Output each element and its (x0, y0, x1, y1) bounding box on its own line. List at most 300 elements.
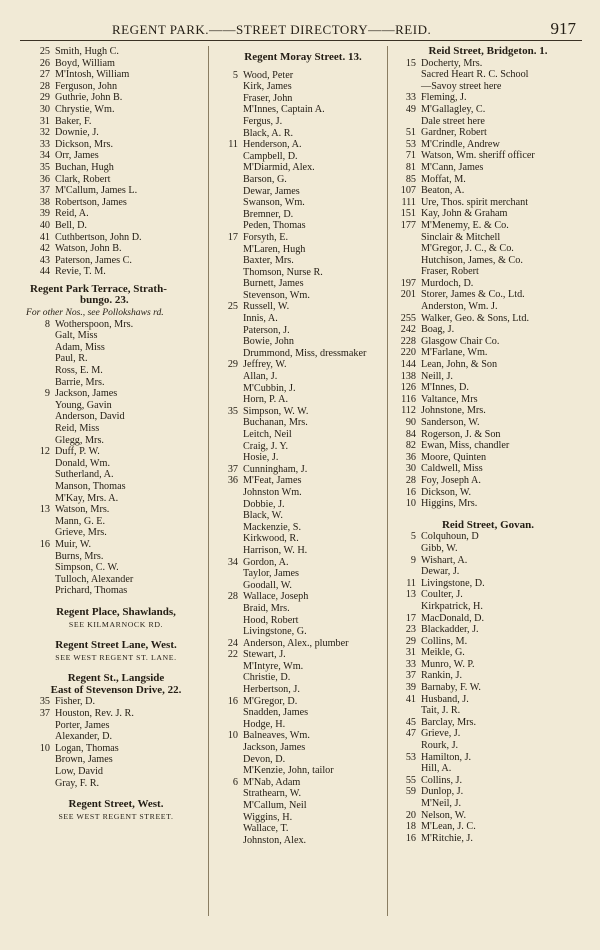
directory-entry (26, 162, 206, 174)
house-number: 37 (227, 463, 238, 475)
occupant-name: Caldwell, Miss (421, 463, 483, 475)
directory-entry (390, 463, 586, 475)
occupant-name: Johnstone, Mrs. (421, 405, 486, 417)
directory-entry (214, 684, 392, 696)
house-number: 33 (39, 138, 50, 150)
occupant-name: Glasgow Chair Co. (421, 335, 500, 347)
occupant-name: M'Kenzie, John, tailor (243, 765, 334, 777)
house-number: 41 (39, 231, 50, 243)
occupant-name: MacDonald, D. (421, 612, 485, 624)
house-number: 29 (405, 635, 416, 647)
occupant-name: Craig, J. Y. (243, 440, 288, 452)
directory-entry (26, 435, 206, 447)
occupant-name: Blackadder, J. (421, 624, 479, 636)
occupant-name: Adam, Miss (55, 341, 105, 353)
directory-entry (214, 719, 392, 731)
occupant-name: Swanson, Wm. (243, 197, 305, 209)
page-header (20, 19, 582, 40)
directory-entry (390, 220, 586, 232)
directory-entry (214, 777, 392, 789)
directory-entry (390, 278, 586, 290)
occupant-name: Dunlop, J. (421, 786, 464, 798)
occupant-name: Paul, R. (55, 353, 88, 365)
directory-entry (214, 754, 392, 766)
house-number: 31 (405, 647, 416, 659)
occupant-name: M'Crindle, Andrew (421, 138, 500, 150)
occupant-name: Fleming, J. (421, 92, 467, 104)
occupant-name: Baxter, Mrs. (243, 255, 294, 267)
occupant-name: M'Farlane, Wm. (421, 347, 488, 359)
directory-entry (390, 185, 586, 197)
house-number: 28 (39, 80, 50, 92)
occupant-name: Moffat, M. (421, 173, 466, 185)
occupant-name: Dale street here (421, 115, 485, 127)
directory-entry (26, 69, 206, 81)
directory-entry (214, 104, 392, 116)
house-number: 36 (405, 451, 416, 463)
occupant-name: Cuthbertson, John D. (55, 231, 142, 243)
directory-entry (214, 348, 392, 360)
occupant-name: Munro, W. P. (421, 658, 475, 670)
occupant-name: Tulloch, Alexander (55, 573, 134, 585)
directory-entry (214, 70, 392, 82)
occupant-name: Forsyth, E. (243, 231, 288, 243)
column-1 (26, 46, 206, 822)
directory-entry (26, 319, 206, 331)
house-number: 35 (39, 696, 50, 708)
directory-entry (214, 162, 392, 174)
house-number: 85 (405, 173, 416, 185)
occupant-name: Harrison, W. H. (243, 544, 308, 556)
occupant-name: Orr, James (55, 150, 99, 162)
directory-entry (214, 580, 392, 592)
occupant-name: M'Feat, James (243, 475, 302, 487)
directory-entry (26, 504, 206, 516)
directory-entry (214, 232, 392, 244)
terrace-note: For other Nos., see Pollokshaws rd. (26, 307, 164, 319)
directory-entry (26, 116, 206, 128)
directory-entry (390, 197, 586, 209)
house-number: 39 (405, 682, 416, 694)
occupant-name: Prichard, Thomas (55, 585, 128, 597)
occupant-name: Hood, Robert (243, 614, 299, 626)
house-number: 37 (39, 708, 50, 720)
directory-entry (390, 208, 586, 220)
directory-entry (26, 493, 206, 505)
occupant-name: Black, A. R. (243, 127, 294, 139)
directory-entry (214, 823, 392, 835)
directory-entry (26, 342, 206, 354)
directory-entry (214, 672, 392, 684)
occupant-name: Johnston, Alex. (243, 834, 307, 846)
occupant-name: M'Gallagley, C. (421, 103, 486, 115)
occupant-name: Manson, Thomas (55, 480, 126, 492)
directory-entry (214, 533, 392, 545)
govan-heading: Reid Street, Govan. (441, 518, 535, 531)
occupant-name: Horn, P. A. (243, 394, 289, 406)
occupant-name: Tait, J. R. (421, 705, 461, 717)
directory-entry (214, 464, 392, 476)
occupant-name: Campbell, D. (243, 150, 298, 162)
occupant-name: Smith, Hugh C. (55, 46, 119, 57)
directory-entry (214, 707, 392, 719)
occupant-name: Gordon, A. (243, 556, 289, 568)
column-divider (208, 46, 209, 916)
house-number: 84 (405, 428, 416, 440)
directory-entry (26, 574, 206, 586)
directory-entry (26, 696, 206, 708)
occupant-name: Nelson, W. (421, 809, 466, 821)
house-number: 59 (405, 786, 416, 798)
langside-list (26, 696, 206, 789)
occupant-name: M'Callum, James L. (55, 185, 138, 197)
occupant-name: Boag, J. (421, 324, 455, 336)
occupant-name: Fraser, John (243, 92, 293, 104)
directory-entry (214, 174, 392, 186)
house-number: 37 (405, 670, 416, 682)
directory-entry (214, 301, 392, 313)
directory-entry (214, 649, 392, 661)
directory-entry (390, 589, 586, 601)
directory-entry (26, 58, 206, 70)
occupant-name: Logan, Thomas (55, 742, 119, 754)
place-heading: Regent Place, Shawlands, (56, 605, 176, 618)
directory-entry (26, 127, 206, 139)
occupant-name: Gray, F. R. (55, 777, 100, 789)
house-number: 5 (232, 69, 238, 81)
house-number: 30 (405, 463, 416, 475)
occupant-name: Reid, A. (55, 208, 89, 220)
directory-entry (214, 383, 392, 395)
occupant-name: M'Callum, Neil (243, 800, 307, 811)
house-number: 126 (400, 382, 416, 394)
house-number: 8 (44, 318, 50, 330)
directory-entry (390, 498, 586, 510)
directory-entry (390, 821, 586, 833)
occupant-name: Reid, Miss (55, 423, 100, 434)
house-number: 116 (401, 393, 416, 405)
occupant-name: Mackenzie, S. (243, 521, 301, 533)
directory-entry (26, 377, 206, 389)
directory-entry (390, 81, 586, 93)
occupant-name: M'Cann, James (421, 161, 484, 173)
directory-entry (214, 557, 392, 569)
house-number: 25 (39, 46, 50, 57)
occupant-name: Livingstone, G. (243, 626, 307, 638)
occupant-name: —Savoy street here (421, 80, 502, 92)
terrace-list (26, 319, 206, 597)
house-number: 9 (44, 388, 50, 400)
house-number: 39 (39, 208, 50, 220)
directory-entry (26, 92, 206, 104)
house-number: 18 (405, 821, 416, 833)
directory-entry (26, 446, 206, 458)
directory-entry (26, 243, 206, 255)
occupant-name: Baker, F. (55, 115, 92, 127)
directory-entry (214, 197, 392, 209)
house-number: 11 (406, 577, 416, 589)
occupant-name: Houston, Rev. J. R. (55, 708, 134, 720)
directory-entry (214, 255, 392, 267)
house-number: 34 (39, 150, 50, 162)
occupant-name: Higgins, Mrs. (421, 498, 478, 510)
directory-entry (214, 510, 392, 522)
occupant-name: Dobbie, J. (243, 498, 285, 510)
directory-entry (390, 659, 586, 671)
occupant-name: Kirkpatrick, H. (421, 600, 483, 612)
occupant-name: Muir, W. (55, 538, 92, 550)
house-number: 28 (405, 474, 416, 486)
occupant-name: Innis, A. (243, 313, 278, 325)
house-number: 27 (39, 69, 50, 81)
house-number: 220 (400, 347, 416, 359)
directory-entry (214, 545, 392, 557)
occupant-name: Moore, Quinten (421, 451, 487, 463)
occupant-name: Murdoch, D. (421, 277, 474, 289)
directory-entry (214, 487, 392, 499)
house-number: 25 (227, 301, 238, 313)
house-number: 53 (405, 751, 416, 763)
occupant-name: Storer, James & Co., Ltd. (421, 289, 525, 301)
place-see-note: SEE KILMARNOCK RD. (68, 619, 164, 629)
directory-entry (214, 290, 392, 302)
directory-entry (390, 786, 586, 798)
occupant-name: Ferguson, John (55, 80, 118, 92)
directory-entry (214, 615, 392, 627)
occupant-name: Livingstone, D. (421, 577, 485, 589)
occupant-name: Bremner, D. (243, 208, 294, 220)
directory-entry (390, 371, 586, 383)
occupant-name: Goodall, W. (243, 579, 292, 591)
occupant-name: Stewart, J. (243, 649, 286, 661)
directory-entry (26, 708, 206, 720)
house-number: 10 (227, 730, 238, 742)
directory-entry (26, 469, 206, 481)
directory-entry (26, 266, 206, 278)
occupant-name: Paterson, James C. (55, 254, 132, 266)
directory-entry (26, 330, 206, 342)
house-number: 35 (227, 405, 238, 417)
directory-entry (214, 116, 392, 128)
house-number: 16 (227, 695, 238, 707)
house-number: 29 (39, 92, 50, 104)
occupant-name: Grieve, Mrs. (55, 527, 107, 539)
occupant-name: Ewan, Miss, chandler (421, 440, 510, 452)
directory-entry (390, 255, 586, 267)
directory-entry (390, 127, 586, 139)
house-number: 36 (39, 173, 50, 185)
house-number: 37 (39, 185, 50, 197)
occupant-name: Alexander, D. (55, 731, 113, 743)
directory-entry (390, 601, 586, 613)
directory-entry (390, 69, 586, 81)
occupant-name: Peden, Thomas (243, 220, 306, 232)
occupant-name: Braid, Mrs. (243, 602, 290, 614)
occupant-name: Jackson, James (55, 388, 118, 400)
house-number: 31 (39, 115, 50, 127)
directory-entry (390, 104, 586, 116)
directory-entry (26, 400, 206, 412)
directory-entry (214, 81, 392, 93)
directory-entry (390, 728, 586, 740)
occupant-name: Strathearn, W. (243, 788, 301, 800)
directory-entry (26, 150, 206, 162)
house-number: 38 (39, 196, 50, 208)
occupant-name: Hosie, J. (243, 452, 279, 464)
terrace-heading-2: bungo. 23. (80, 294, 129, 307)
directory-entry (390, 347, 586, 359)
directory-entry (214, 661, 392, 673)
directory-entry (390, 58, 586, 70)
directory-entry (390, 92, 586, 104)
lane-heading: Regent Street Lane, West. (55, 639, 177, 652)
running-head: REGENT PARK.——STREET DIRECTORY——REID. (112, 22, 432, 37)
directory-entry (390, 566, 586, 578)
occupant-name: Hamilton, J. (421, 751, 472, 763)
directory-entry (390, 359, 586, 371)
occupant-name: Rogerson, J. & Son (421, 428, 501, 440)
occupant-name: Clark, Robert (55, 173, 111, 185)
directory-entry (26, 551, 206, 563)
directory-entry (390, 382, 586, 394)
column-2 (214, 46, 392, 846)
directory-entry (214, 394, 392, 406)
directory-entry (214, 730, 392, 742)
house-number: 13 (405, 589, 416, 601)
occupant-name: Brown, James (55, 754, 113, 766)
directory-entry (26, 139, 206, 151)
directory-entry (390, 313, 586, 325)
directory-entry (26, 720, 206, 732)
house-number: 111 (401, 196, 416, 208)
house-number: 242 (400, 324, 416, 336)
directory-entry (214, 765, 392, 777)
directory-entry (214, 429, 392, 441)
house-number: 30 (39, 103, 50, 115)
occupant-name: M'Intyre, Wm. (243, 660, 304, 672)
directory-entry (390, 798, 586, 810)
occupant-name: Valtance, Mrs (421, 393, 478, 405)
directory-entry (26, 104, 206, 116)
occupant-name: Docherty, Mrs. (421, 57, 483, 69)
house-number: 17 (227, 231, 238, 243)
occupant-name: Anderson, David (55, 411, 125, 423)
occupant-name: Galt, Miss (55, 330, 98, 342)
occupant-name: M'Innes, Captain A. (243, 104, 325, 116)
directory-entry (390, 531, 586, 543)
occupant-name: Hodge, H. (243, 718, 286, 730)
directory-entry (390, 452, 586, 464)
directory-entry (214, 336, 392, 348)
directory-entry (214, 128, 392, 140)
house-number: 33 (405, 658, 416, 670)
directory-entry (26, 46, 206, 58)
occupant-name: M'Laren, Hugh (243, 243, 306, 255)
occupant-name: Fraser, Robert (421, 266, 479, 278)
directory-entry (26, 743, 206, 755)
occupant-name: Anderston, Wm. J. (421, 301, 498, 313)
occupant-name: Beaton, A. (421, 185, 465, 197)
occupant-name: M'Diarmid, Alex. (243, 162, 315, 174)
house-number: 20 (405, 809, 416, 821)
occupant-name: Dickson, W. (421, 486, 472, 498)
directory-entry (214, 522, 392, 534)
occupant-name: Gibb, W. (421, 542, 458, 554)
directory-entry (26, 185, 206, 197)
house-number: 16 (39, 538, 50, 550)
directory-entry (26, 585, 206, 597)
occupant-name: M'Nab, Adam (243, 776, 301, 788)
occupant-name: Colquhoun, D (421, 531, 479, 543)
directory-entry (214, 325, 392, 337)
occupant-name: Low, David (55, 766, 104, 778)
directory-entry (390, 139, 586, 151)
directory-entry (214, 788, 392, 800)
page-number: 917 (550, 19, 576, 38)
occupant-name: Jeffrey, W. (243, 359, 287, 371)
occupant-name: Glegg, Mrs. (55, 434, 104, 446)
directory-entry (390, 324, 586, 336)
directory-entry (214, 359, 392, 371)
directory-entry (26, 458, 206, 470)
occupant-name: Neill, J. (421, 370, 453, 382)
directory-entry (214, 139, 392, 151)
regent-park-list (26, 46, 206, 278)
house-number: 107 (400, 185, 416, 197)
house-number: 12 (39, 446, 50, 458)
directory-entry (26, 731, 206, 743)
house-number: 43 (39, 254, 50, 266)
occupant-name: Mann, G. E. (55, 515, 106, 527)
house-number: 17 (405, 612, 416, 624)
directory-entry (390, 543, 586, 555)
directory-entry (390, 717, 586, 729)
occupant-name: Burnett, James (243, 278, 304, 290)
occupant-name: Downie, J. (55, 127, 99, 139)
occupant-name: Allan, J. (243, 371, 278, 383)
house-number: 177 (400, 219, 416, 231)
occupant-name: Balneaves, Wm. (243, 730, 310, 742)
directory-entry (214, 151, 392, 163)
directory-entry (26, 353, 206, 365)
directory-entry (214, 220, 392, 232)
house-number: 53 (405, 138, 416, 150)
occupant-name: M'Kay, Mrs. A. (55, 492, 119, 504)
house-number: 40 (39, 219, 50, 231)
directory-entry (214, 835, 392, 847)
occupant-name: Kay, John & Graham (421, 208, 508, 220)
directory-entry (390, 150, 586, 162)
house-number: 16 (405, 832, 416, 844)
occupant-name: Bowie, John (243, 336, 294, 348)
terrace-heading-1: Regent Park Terrace, Strath- (30, 282, 167, 295)
occupant-name: Paterson, J. (243, 324, 290, 336)
directory-entry (390, 405, 586, 417)
directory-entry (390, 487, 586, 499)
directory-entry (26, 423, 206, 435)
directory-entry (26, 754, 206, 766)
directory-entry (390, 624, 586, 636)
directory-entry (390, 833, 586, 845)
occupant-name: Sacred Heart R. C. School (421, 69, 529, 81)
occupant-name: Sanderson, W. (421, 417, 480, 428)
house-number: 201 (400, 289, 416, 301)
occupant-name: Burns, Mrs. (55, 550, 104, 562)
directory-entry (390, 440, 586, 452)
directory-entry (214, 475, 392, 487)
occupant-name: Wood, Peter (243, 69, 294, 81)
directory-entry (390, 647, 586, 659)
